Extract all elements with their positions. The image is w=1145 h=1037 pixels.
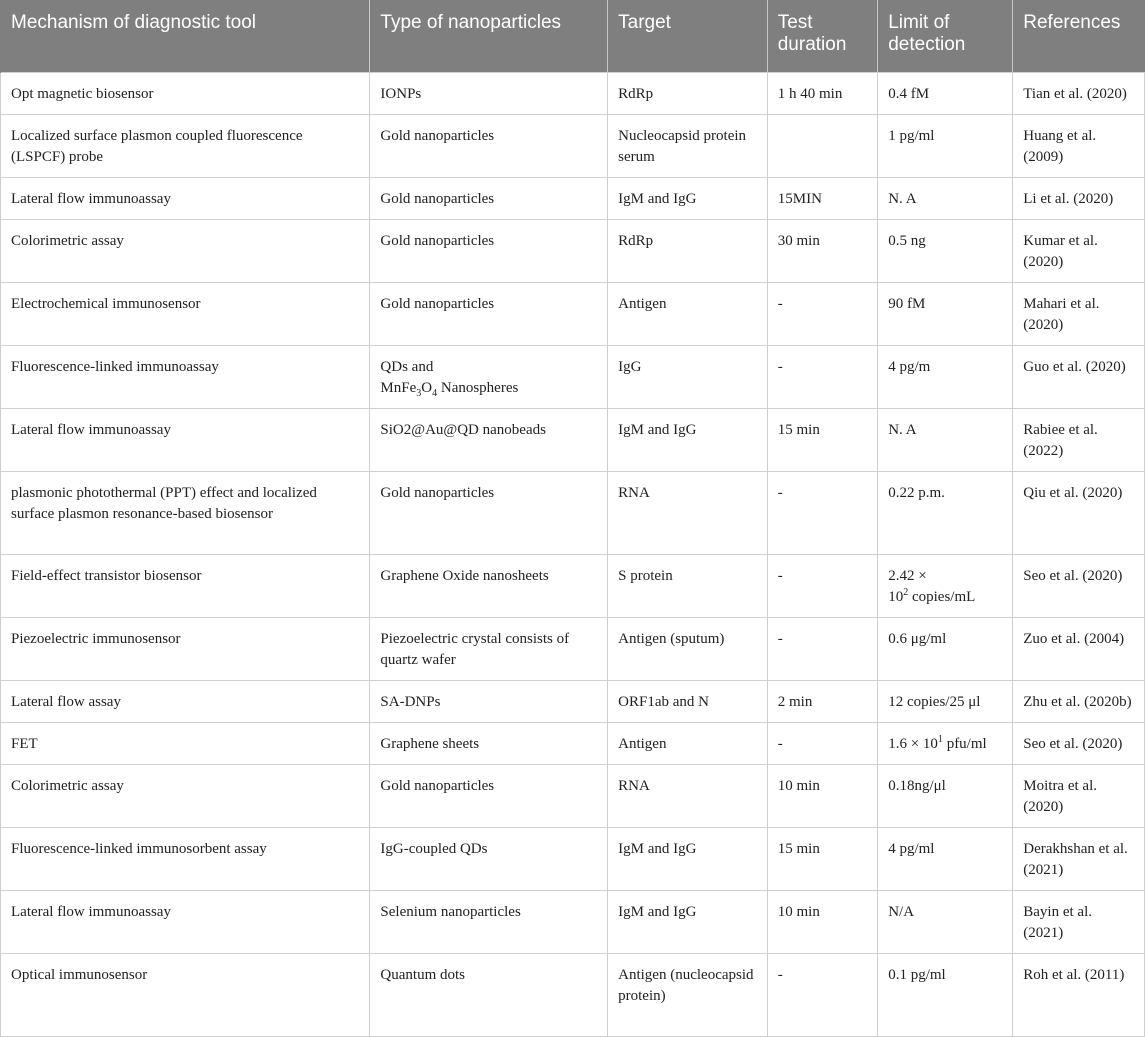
cell-mechanism: Fluorescence-linked immunoassay <box>1 346 370 409</box>
table-row <box>1 472 1145 555</box>
lod-exponent: 2 <box>903 587 909 598</box>
cell-mechanism: FET <box>1 723 370 765</box>
cell-duration: 10 min <box>767 891 877 954</box>
nanoparticles-line-1: QDs and <box>380 359 434 375</box>
cell-duration <box>767 115 877 178</box>
lod-unit: pfu/ml <box>942 736 987 752</box>
cell-reference: Tian et al. (2020) <box>1013 73 1145 115</box>
cell-lod: 1 pg/ml <box>878 115 1013 178</box>
table-row <box>1 723 1145 765</box>
cell-reference: Zhu et al. (2020b) <box>1013 681 1145 723</box>
cell-duration: - <box>767 618 877 681</box>
cell-target: Antigen <box>608 283 768 346</box>
formula-part: O <box>421 380 433 396</box>
cell-duration: - <box>767 283 877 346</box>
cell-nanoparticles: IONPs <box>370 73 608 115</box>
cell-reference: Mahari et al. (2020) <box>1013 283 1145 346</box>
cell-mechanism: Lateral flow immunoassay <box>1 891 370 954</box>
cell-lod: 0.5 ng <box>878 220 1013 283</box>
cell-mechanism: Lateral flow immunoassay <box>1 409 370 472</box>
cell-mechanism: Colorimetric assay <box>1 765 370 828</box>
cell-mechanism: Piezoelectric immunosensor <box>1 618 370 681</box>
cell-lod: N. A <box>878 409 1013 472</box>
lod-exponent: 1 <box>937 734 943 745</box>
cell-reference: Seo et al. (2020) <box>1013 555 1145 618</box>
cell-target: IgM and IgG <box>608 178 768 220</box>
formula-subscript: 4 <box>432 388 438 399</box>
cell-duration: - <box>767 555 877 618</box>
cell-target: Antigen (sputum) <box>608 618 768 681</box>
cell-nanoparticles: Selenium nanoparticles <box>370 891 608 954</box>
cell-mechanism: Localized surface plasmon coupled fluorescence (LSPCF) probe <box>1 115 370 178</box>
cell-nanoparticles: Gold nanoparticles <box>370 472 608 555</box>
cell-lod: N. A <box>878 178 1013 220</box>
cell-mechanism: Fluorescence-linked immunosorbent assay <box>1 828 370 891</box>
table-row <box>1 346 1145 409</box>
cell-lod: 4 pg/m <box>878 346 1013 409</box>
cell-reference: Moitra et al. (2020) <box>1013 765 1145 828</box>
cell-duration: 15 min <box>767 828 877 891</box>
cell-lod: 4 pg/ml <box>878 828 1013 891</box>
cell-reference: Kumar et al. (2020) <box>1013 220 1145 283</box>
header-lod: Limit of detection <box>878 0 1013 73</box>
table-row <box>1 765 1145 828</box>
table-row <box>1 618 1145 681</box>
cell-lod: 0.22 p.m. <box>878 472 1013 555</box>
cell-target: Nucleocapsid protein serum <box>608 115 768 178</box>
cell-target: RdRp <box>608 73 768 115</box>
cell-lod: 90 fM <box>878 283 1013 346</box>
cell-target: RNA <box>608 472 768 555</box>
cell-reference: Derakhshan et al. (2021) <box>1013 828 1145 891</box>
table-row <box>1 115 1145 178</box>
cell-duration: - <box>767 723 877 765</box>
cell-nanoparticles: Gold nanoparticles <box>370 765 608 828</box>
header-nanoparticles: Type of nanoparticles <box>370 0 608 73</box>
cell-mechanism: Field-effect transistor biosensor <box>1 555 370 618</box>
table-row <box>1 828 1145 891</box>
cell-target: S protein <box>608 555 768 618</box>
cell-reference: Li et al. (2020) <box>1013 178 1145 220</box>
cell-reference: Guo et al. (2020) <box>1013 346 1145 409</box>
table-row <box>1 681 1145 723</box>
cell-target: Antigen <box>608 723 768 765</box>
formula-subscript: 3 <box>416 388 422 399</box>
lod-value: 2.42 × <box>888 568 927 584</box>
cell-nanoparticles: SA-DNPs <box>370 681 608 723</box>
table-row <box>1 891 1145 954</box>
cell-reference: Bayin et al. (2021) <box>1013 891 1145 954</box>
lod-unit: copies/mL <box>908 589 976 605</box>
table-row <box>1 555 1145 618</box>
cell-nanoparticles: Gold nanoparticles <box>370 115 608 178</box>
cell-duration: - <box>767 346 877 409</box>
cell-nanoparticles: IgG-coupled QDs <box>370 828 608 891</box>
cell-reference: Seo et al. (2020) <box>1013 723 1145 765</box>
table-row <box>1 73 1145 115</box>
header-duration: Test duration <box>767 0 877 73</box>
cell-duration: 1 h 40 min <box>767 73 877 115</box>
header-target: Target <box>608 0 768 73</box>
cell-target: IgM and IgG <box>608 828 768 891</box>
cell-duration: 15MIN <box>767 178 877 220</box>
header-mechanism: Mechanism of diagnostic tool <box>1 0 370 73</box>
cell-mechanism: Electrochemical immunosensor <box>1 283 370 346</box>
cell-lod: 0.4 fM <box>878 73 1013 115</box>
cell-lod <box>878 555 1013 618</box>
header-row <box>1 0 1145 73</box>
header-references: References <box>1013 0 1145 73</box>
table-row <box>1 409 1145 472</box>
cell-duration: - <box>767 954 877 1037</box>
cell-duration: 10 min <box>767 765 877 828</box>
cell-mechanism: plasmonic photothermal (PPT) effect and localized surface plasmon resonance-based biosensor <box>1 472 370 555</box>
cell-duration: 30 min <box>767 220 877 283</box>
cell-target: RNA <box>608 765 768 828</box>
cell-reference: Zuo et al. (2004) <box>1013 618 1145 681</box>
cell-mechanism: Colorimetric assay <box>1 220 370 283</box>
cell-target: RdRp <box>608 220 768 283</box>
cell-lod: N/A <box>878 891 1013 954</box>
cell-target: Antigen (nucleocapsid protein) <box>608 954 768 1037</box>
cell-nanoparticles <box>370 346 608 409</box>
cell-lod: 0.6 μg/ml <box>878 618 1013 681</box>
cell-mechanism: Opt magnetic biosensor <box>1 73 370 115</box>
cell-nanoparticles: Quantum dots <box>370 954 608 1037</box>
cell-nanoparticles: Graphene sheets <box>370 723 608 765</box>
cell-mechanism: Lateral flow assay <box>1 681 370 723</box>
table-row <box>1 283 1145 346</box>
cell-reference: Qiu et al. (2020) <box>1013 472 1145 555</box>
table-row <box>1 220 1145 283</box>
cell-duration: - <box>767 472 877 555</box>
cell-duration: 2 min <box>767 681 877 723</box>
cell-target: IgM and IgG <box>608 409 768 472</box>
cell-target: IgM and IgG <box>608 891 768 954</box>
table-row <box>1 954 1145 1037</box>
cell-nanoparticles: Piezoelectric crystal consists of quartz wafer <box>370 618 608 681</box>
cell-reference: Roh et al. (2011) <box>1013 954 1145 1037</box>
lod-value: 1.6 × 10 <box>888 736 938 752</box>
cell-nanoparticles: Graphene Oxide nanosheets <box>370 555 608 618</box>
cell-lod: 0.1 pg/ml <box>878 954 1013 1037</box>
cell-target: ORF1ab and N <box>608 681 768 723</box>
formula-part: Nanospheres <box>437 380 519 396</box>
cell-nanoparticles: Gold nanoparticles <box>370 220 608 283</box>
cell-reference: Rabiee et al. (2022) <box>1013 409 1145 472</box>
table-row <box>1 178 1145 220</box>
cell-lod: 0.18ng/μl <box>878 765 1013 828</box>
cell-nanoparticles: SiO2@Au@QD nanobeads <box>370 409 608 472</box>
cell-mechanism: Optical immunosensor <box>1 954 370 1037</box>
cell-mechanism: Lateral flow immunoassay <box>1 178 370 220</box>
cell-lod: 12 copies/25 μl <box>878 681 1013 723</box>
cell-nanoparticles: Gold nanoparticles <box>370 178 608 220</box>
cell-reference: Huang et al. (2009) <box>1013 115 1145 178</box>
formula-part: MnFe <box>380 380 417 396</box>
cell-nanoparticles: Gold nanoparticles <box>370 283 608 346</box>
cell-duration: 15 min <box>767 409 877 472</box>
lod-base: 10 <box>888 589 904 605</box>
cell-target: IgG <box>608 346 768 409</box>
cell-lod <box>878 723 1013 765</box>
